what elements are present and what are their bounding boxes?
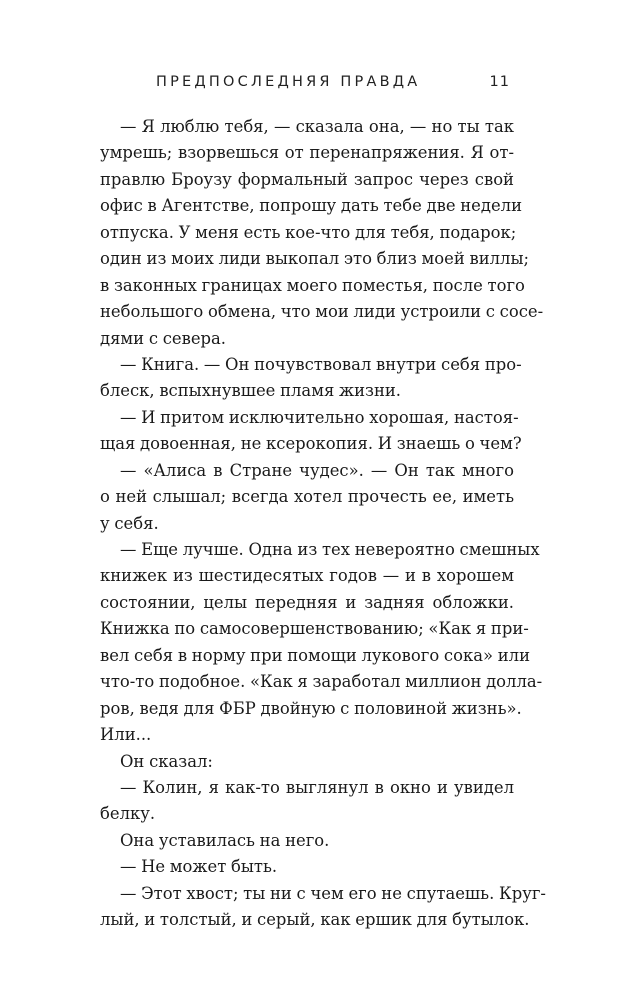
text-line: — Еще лучше. Одна из тех невероятно смешных bbox=[120, 540, 540, 559]
text-line: вел себя в норму при помощи лукового сока» или bbox=[100, 645, 530, 665]
text-line: книжек из шестидесятых годов — и в хорошем bbox=[100, 566, 514, 586]
text-line: дями с севера. bbox=[100, 328, 226, 348]
text-line: — Колин, я как-то выглянул в окно и увидел bbox=[120, 777, 514, 797]
text-line: отпуска. У меня есть кое-что для тебя, подарок; bbox=[100, 222, 517, 242]
text-line: Она уставилась на него. bbox=[120, 830, 330, 850]
text-line: белку. bbox=[100, 804, 156, 824]
book-title: ПРЕДПОСЛЕДНЯЯ ПРАВДА bbox=[156, 74, 421, 90]
text-line: один из моих лиди выкопал это близ моей виллы; bbox=[100, 249, 530, 269]
text-line: Книжка по самосовершенствованию; «Как я при- bbox=[100, 619, 529, 639]
text-line: блеск, вспыхнувшее пламя жизни. bbox=[100, 381, 401, 401]
text-line: ров, ведя для ФБР двойную с половиной жизнь». bbox=[100, 698, 522, 718]
text-line: щая довоенная, не ксерокопия. И знаешь о чем? bbox=[100, 434, 522, 454]
text-line: умрешь; взорвешься от перенапряжения. Я от- bbox=[100, 143, 514, 163]
text-line: небольшого обмена, что мои лиди устроили с сосе- bbox=[100, 302, 544, 322]
text-line: лый, и толстый, и серый, как ершик для бутылок. bbox=[100, 910, 530, 930]
text-line: Или... bbox=[100, 725, 152, 745]
text-line: у себя. bbox=[100, 513, 159, 533]
text-line: что-то подобное. «Как я заработал миллион долла- bbox=[100, 672, 543, 692]
text-line: о ней слышал; всегда хотел прочесть ее, иметь bbox=[100, 487, 514, 507]
body-text bbox=[100, 114, 546, 934]
text-line: — Книга. — Он почувствовал внутри себя про- bbox=[120, 354, 522, 374]
text-line: Он сказал: bbox=[120, 751, 213, 771]
text-line: правлю Броузу формальный запрос через свой bbox=[100, 169, 514, 189]
text-line: — Я люблю тебя, — сказала она, — но ты так bbox=[120, 117, 514, 136]
text-line: в законных границах моего поместья, после того bbox=[100, 275, 525, 295]
running-head bbox=[100, 74, 510, 98]
text-line: — Этот хвост; ты ни с чем его не спутаешь. Круг- bbox=[120, 883, 546, 903]
page-number: 11 bbox=[489, 74, 510, 90]
text-line: состоянии, целы передняя и задняя обложки. bbox=[100, 592, 514, 612]
text-line: — И притом исключительно хорошая, настоя- bbox=[120, 407, 519, 427]
text-line: — Не может быть. bbox=[120, 857, 278, 877]
text-line: офис в Агентстве, попрошу дать тебе две недели bbox=[100, 196, 523, 216]
text-line: — «Алиса в Стране чудес». — Он так много bbox=[120, 460, 514, 480]
